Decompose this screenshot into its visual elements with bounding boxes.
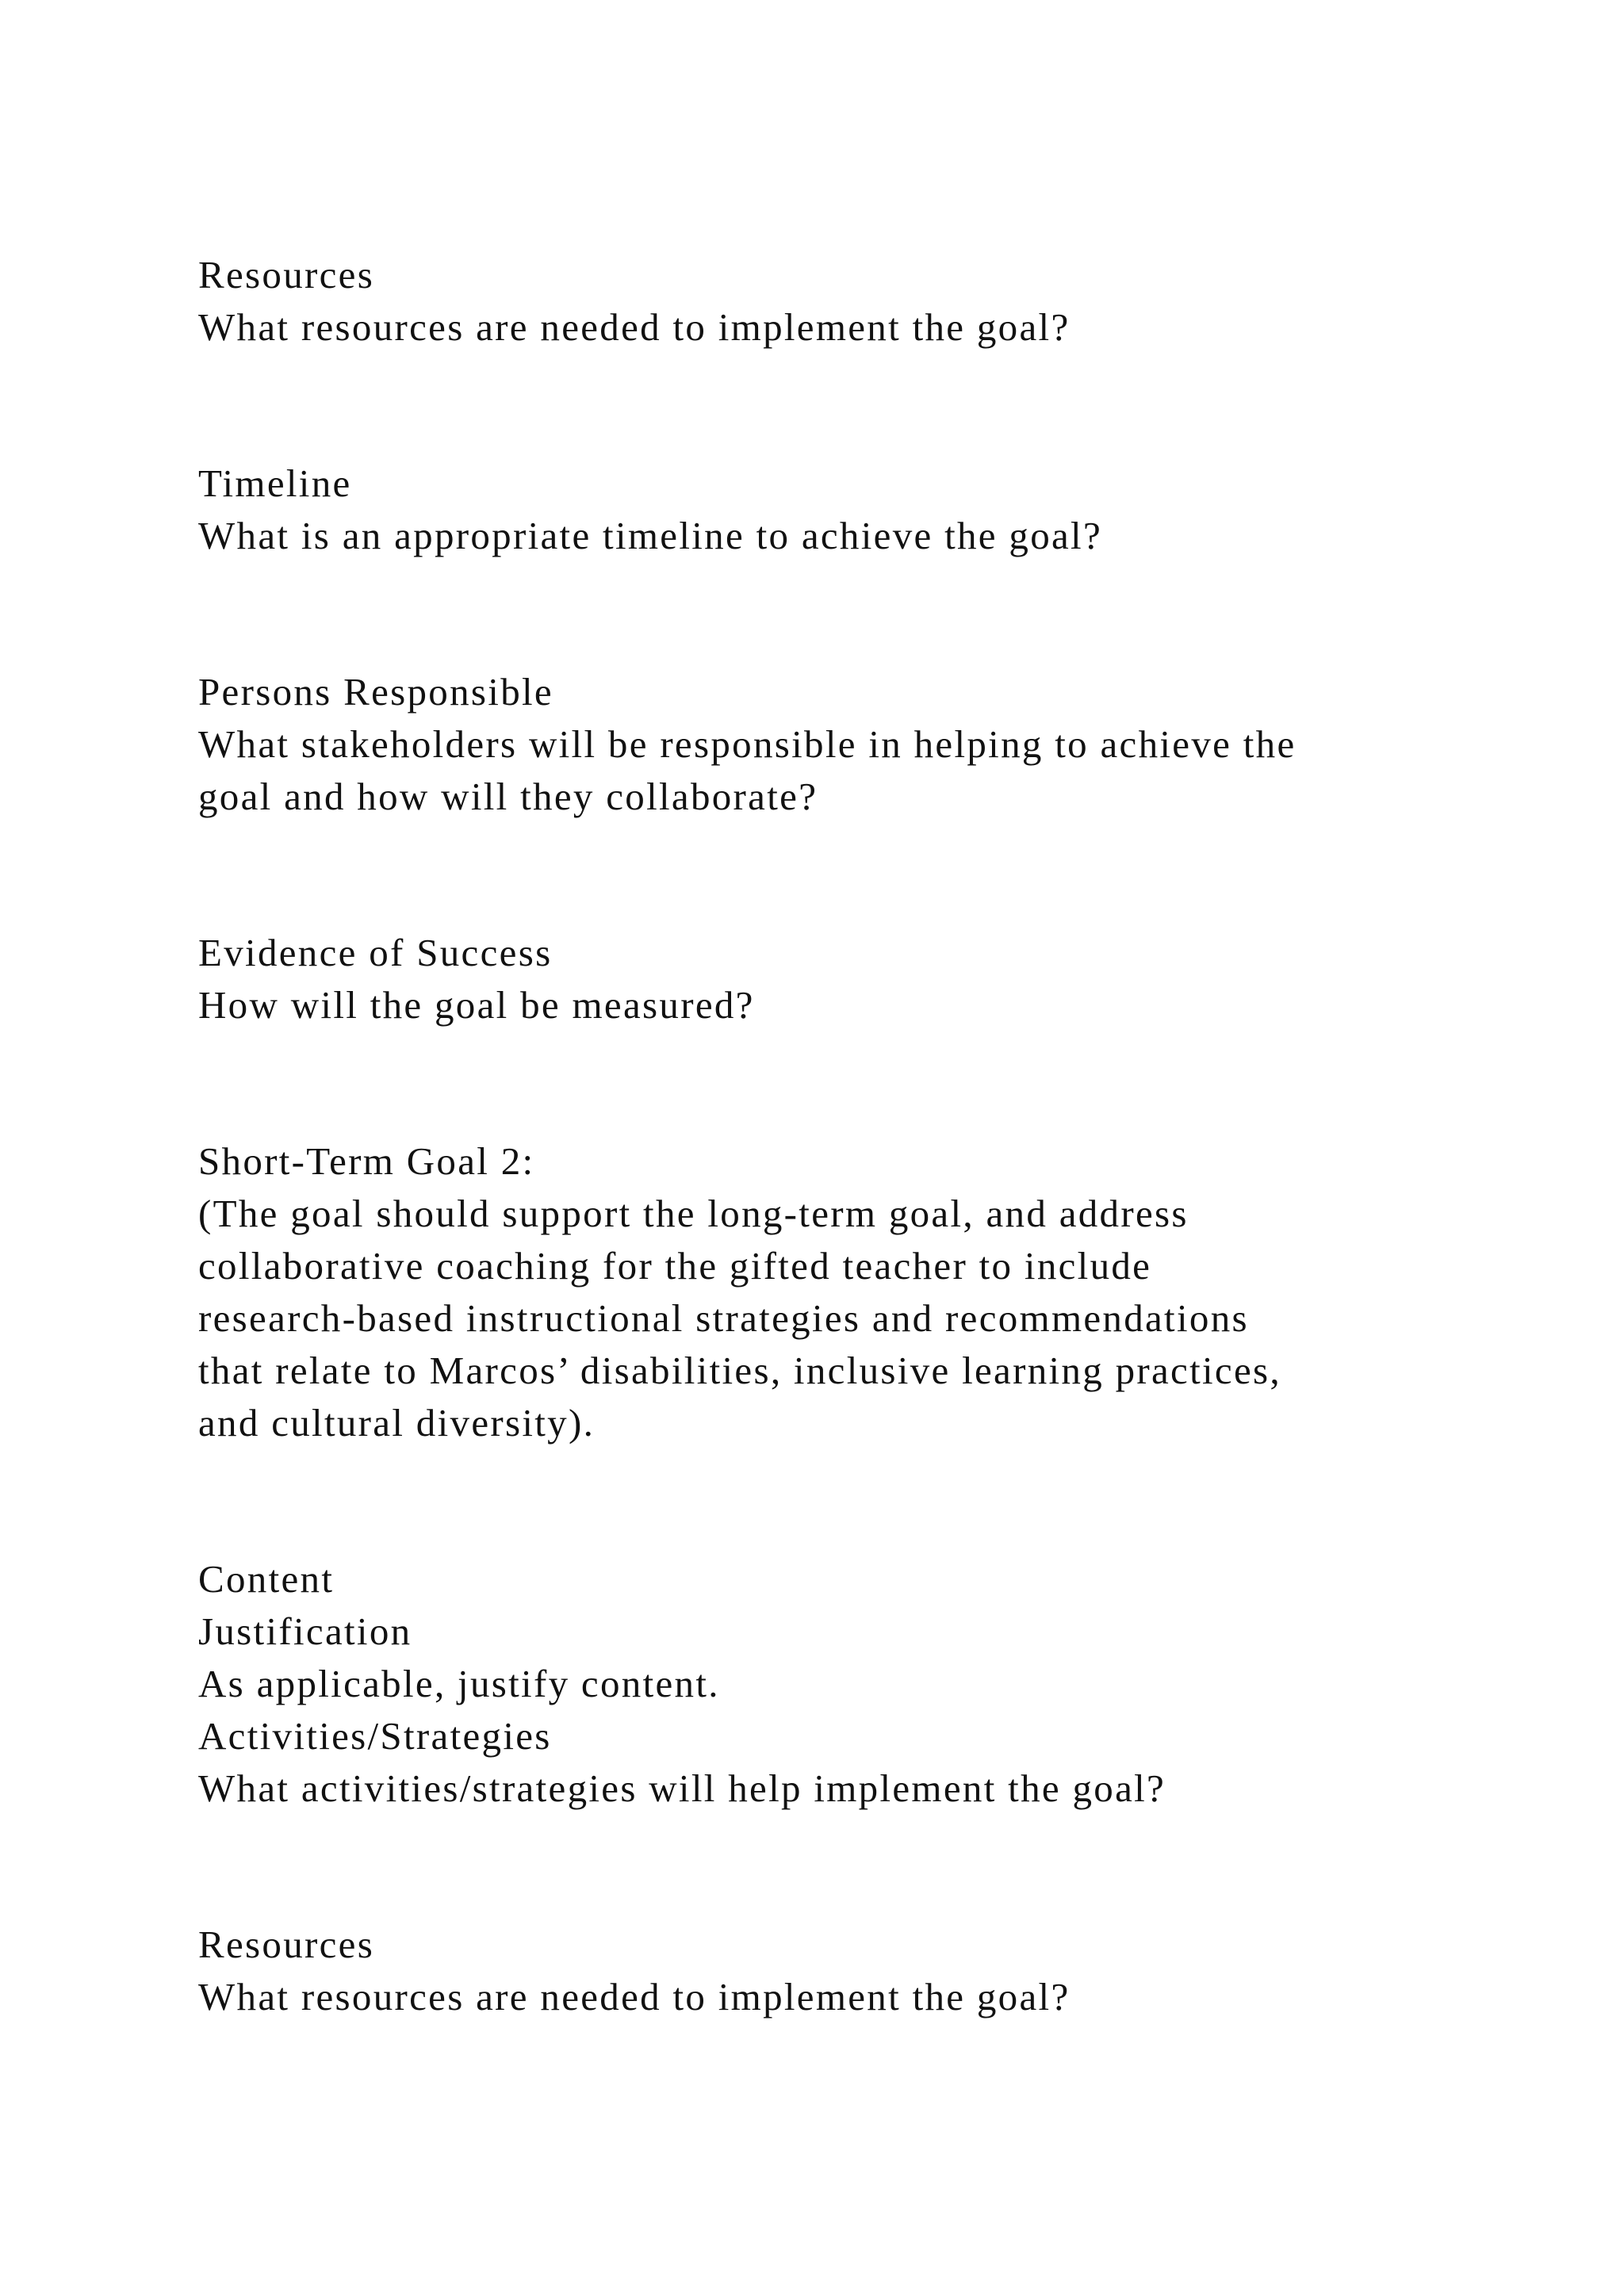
activities-heading: Activities/Strategies — [198, 1714, 552, 1758]
short-term-goal-description-line: research-based instructional strategies and recommendations — [198, 1296, 1249, 1340]
short-term-goal-description-line: that relate to Marcos’ disabilities, inclusive learning practices, — [198, 1349, 1281, 1392]
resources-prompt: What resources are needed to implement the goal? — [198, 1975, 1071, 2019]
evidence-heading: Evidence of Success — [198, 931, 553, 974]
short-term-goal-description-line: (The goal should support the long-term goal, and address — [198, 1192, 1189, 1235]
persons-responsible-prompt-line: What stakeholders will be responsible in helping to achieve the — [198, 722, 1297, 766]
short-term-goal-heading: Short-Term Goal 2: — [198, 1139, 535, 1183]
resources-prompt: What resources are needed to implement the goal? — [198, 305, 1071, 349]
persons-responsible-prompt-line: goal and how will they collaborate? — [198, 775, 818, 818]
justification-prompt: As applicable, justify content. — [198, 1662, 720, 1705]
justification-heading: Justification — [198, 1609, 412, 1653]
short-term-goal-description-line: and cultural diversity). — [198, 1401, 596, 1445]
persons-responsible-heading: Persons Responsible — [198, 670, 553, 714]
activities-prompt: What activities/strategies will help implement the goal? — [198, 1766, 1166, 1810]
content-heading: Content — [198, 1557, 335, 1601]
timeline-heading: Timeline — [198, 461, 352, 505]
timeline-prompt: What is an appropriate timeline to achieve the goal? — [198, 514, 1103, 557]
short-term-goal-description-line: collaborative coaching for the gifted teacher to include — [198, 1244, 1152, 1288]
resources-heading: Resources — [198, 1923, 375, 1966]
resources-heading: Resources — [198, 253, 375, 297]
evidence-prompt: How will the goal be measured? — [198, 983, 755, 1027]
